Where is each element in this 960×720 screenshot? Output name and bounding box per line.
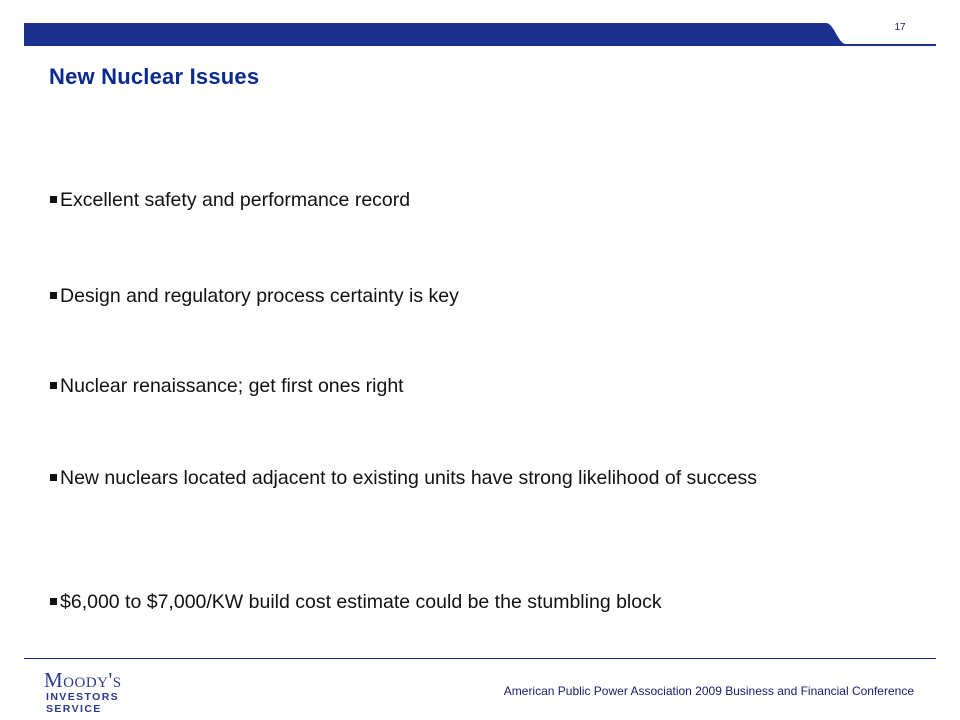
bullet-item <box>48 186 838 215</box>
header-bar-shape <box>24 23 936 46</box>
bullet-text: New nuclears located adjacent to existing units have strong likelihood of success <box>60 467 757 489</box>
conference-footer: American Public Power Association 2009 Business and Financial Conference <box>503 684 914 698</box>
square-bullet-icon <box>50 292 57 299</box>
bullet-text: $6,000 to $7,000/KW build cost estimate could be the stumbling block <box>60 591 662 613</box>
header-bar <box>0 0 960 50</box>
logo-sub-text: INVESTORS SERVICE <box>46 691 120 715</box>
bullet-item <box>48 588 838 617</box>
bullet-item <box>48 464 838 493</box>
bullet-text: Nuclear renaissance; get first ones right <box>60 375 404 397</box>
square-bullet-icon <box>50 196 57 203</box>
bullet-item <box>48 282 838 311</box>
bullet-text: Design and regulatory process certainty is key <box>60 285 459 307</box>
square-bullet-icon <box>50 474 57 481</box>
footer-divider <box>24 658 936 659</box>
moodys-logo <box>44 668 174 715</box>
logo-main-text: Moody's <box>44 668 122 692</box>
square-bullet-icon <box>50 382 57 389</box>
bullet-item <box>48 372 838 401</box>
page-number: 17 <box>894 22 906 33</box>
bullet-text: Excellent safety and performance record <box>60 189 411 211</box>
square-bullet-icon <box>50 598 57 605</box>
slide-title: New Nuclear Issues <box>49 64 260 89</box>
